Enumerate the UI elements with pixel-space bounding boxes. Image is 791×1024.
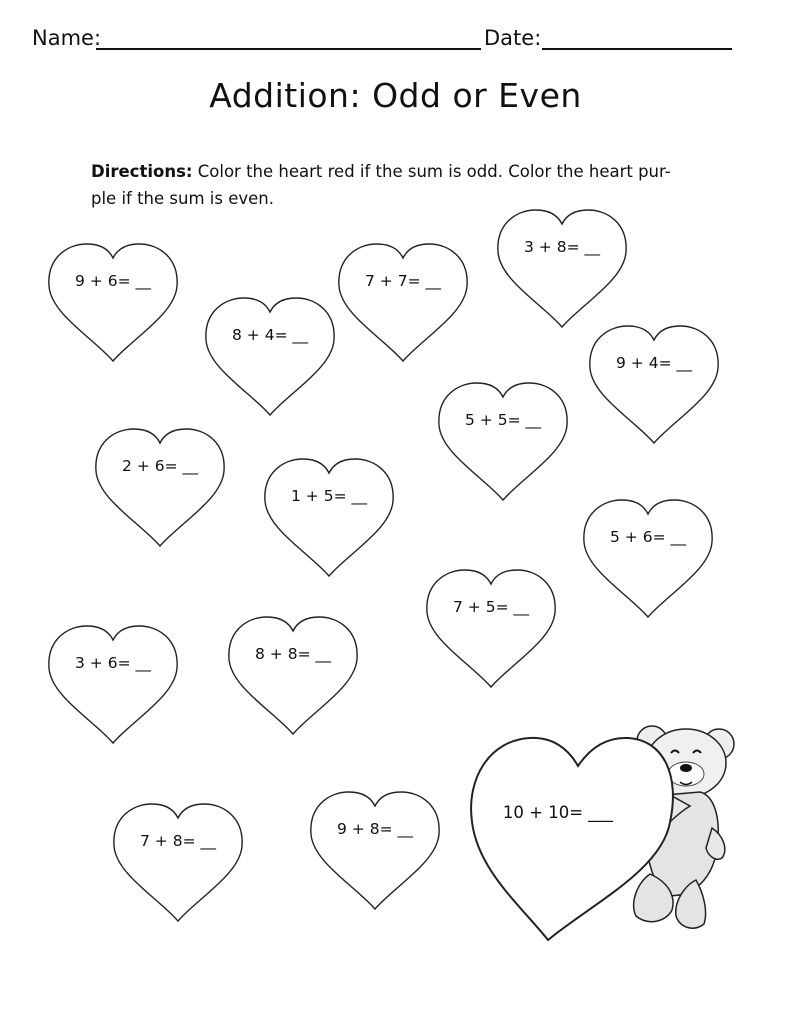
heart-problem[interactable] [265,459,393,576]
heart-problem-text: 9 + 8= __ [337,820,413,838]
heart-outline[interactable] [584,500,712,617]
heart-outline[interactable] [229,617,357,734]
heart-outline[interactable] [49,244,177,361]
heart-outline[interactable] [339,244,467,361]
heart-outline[interactable] [206,298,334,415]
big-heart-problem: 10 + 10= ___ [502,803,614,822]
heart-problem-text: 7 + 8= __ [140,832,216,850]
heart-problem-text: 9 + 6= __ [75,272,151,290]
heart-problem[interactable] [311,792,439,909]
page-title: Addition: Odd or Even [209,76,582,115]
heart-problem-text: 1 + 5= __ [291,487,367,505]
heart-outline[interactable] [265,459,393,576]
heart-problem[interactable] [584,500,712,617]
directions-label: Directions: [91,162,193,181]
heart-outline[interactable] [114,804,242,921]
heart-outline[interactable] [427,570,555,687]
heart-problem[interactable] [206,298,334,415]
name-label: Name: [32,26,102,50]
heart-outline[interactable] [311,792,439,909]
heart-problem[interactable] [339,244,467,361]
heart-problem-text: 2 + 6= __ [122,457,198,475]
heart-problem-text: 5 + 6= __ [610,528,686,546]
heart-problem[interactable] [49,244,177,361]
heart-problem[interactable] [590,326,718,443]
directions-text-line1: Color the heart red if the sum is odd. Color the heart pur- [197,162,671,181]
heart-outline[interactable] [49,626,177,743]
heart-problem[interactable] [427,570,555,687]
heart-problem[interactable] [229,617,357,734]
bear-nose [680,764,692,772]
heart-outline[interactable] [590,326,718,443]
heart-problem-text: 3 + 6= __ [75,654,151,672]
heart-problem-text: 3 + 8= __ [524,238,600,256]
date-label: Date: [484,26,542,50]
directions-text-line2: ple if the sum is even. [91,189,274,208]
heart-outline[interactable] [498,210,626,327]
heart-problem-text: 7 + 5= __ [453,598,529,616]
heart-problem-text: 8 + 8= __ [255,645,331,663]
heart-problem-text: 9 + 4= __ [616,354,692,372]
heart-problem[interactable] [96,429,224,546]
heart-outline[interactable] [439,383,567,500]
heart-problem[interactable] [49,626,177,743]
heart-problem-text: 7 + 7= __ [365,272,441,290]
heart-outline[interactable] [96,429,224,546]
heart-problem[interactable] [439,383,567,500]
heart-problem-text: 8 + 4= __ [232,326,308,344]
heart-problem-text: 5 + 5= __ [465,411,541,429]
heart-problem[interactable] [498,210,626,327]
heart-problem[interactable] [114,804,242,921]
